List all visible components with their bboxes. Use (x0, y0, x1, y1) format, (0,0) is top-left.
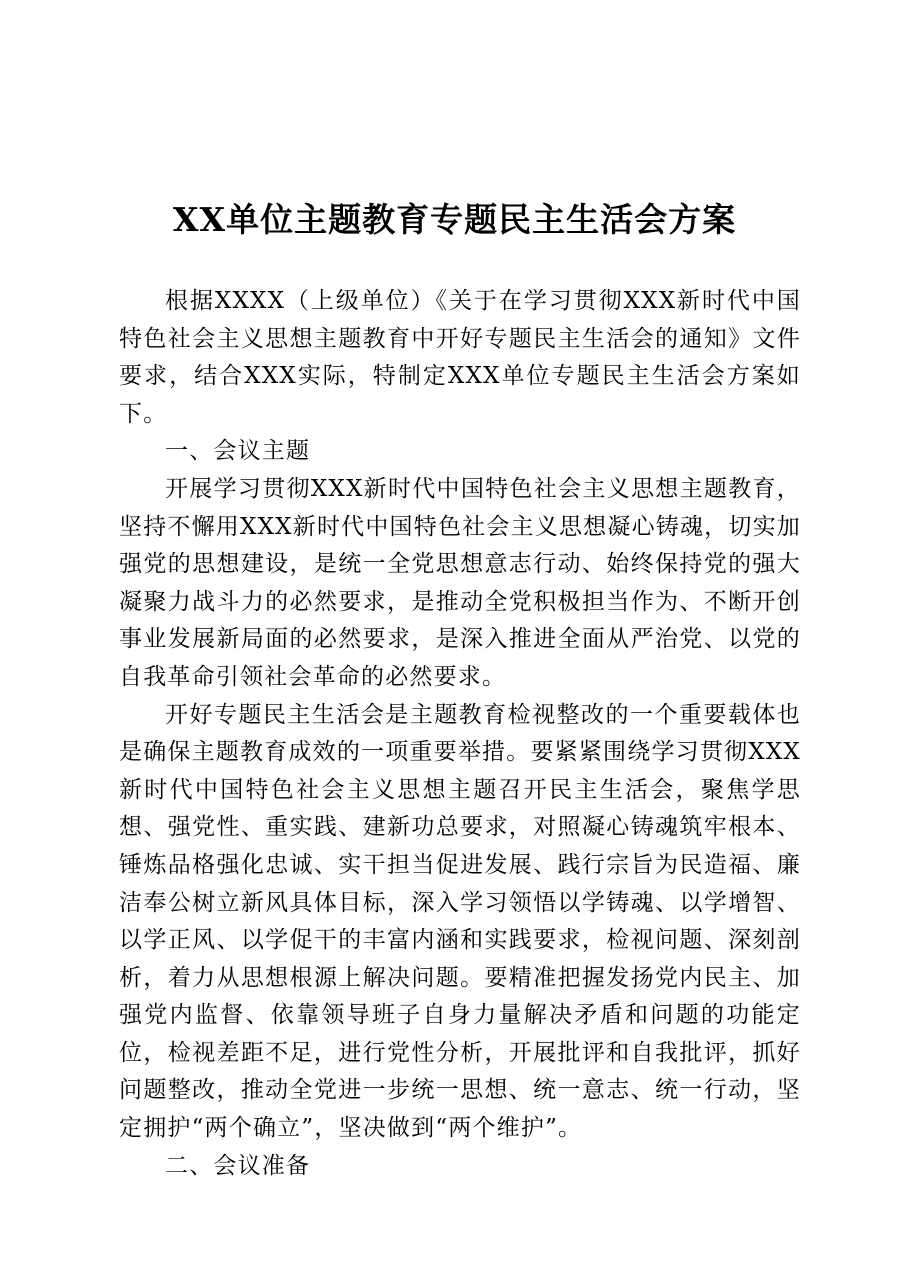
body-paragraph: 开展学习贯彻XXX新时代中国特色社会主义思想主题教育，坚持不懈用XXX新时代中国特色社会主义思想凝心铸魂，切实加强党的思想建设，是统一全党思想意志行动、始终保持党的强大凝聚力战斗力的必然要求，是推动全党积极担当作为、不断开创事业发展新局面的必然要求，是深入推进全面从严治党、以党的自我革命引领社会革命的必然要求。 (119, 475, 801, 690)
section-heading-2: 二、会议准备 (165, 1152, 311, 1179)
section-heading-1: 一、会议主题 (165, 438, 311, 465)
body-paragraph: 开好专题民主生活会是主题教育检视整改的一个重要载体也是确保主题教育成效的一项重要举措。要紧紧围绕学习贯彻XXX新时代中国特色社会主义思想主题召开民主生活会，聚焦学思想、强党性、重实践、建新功总要求，对照凝心铸魂筑牢根本、锤炼品格强化忠诚、实干担当促进发展、践行宗旨为民造福、廉洁奉公树立新风具体目标，深入学习领悟以学铸魂、以学增智、以学正风、以学促干的丰富内涵和实践要求，检视问题、深刻剖析，着力从思想根源上解决问题。要精准把握发扬党内民主、加强党内监督、依靠领导班子自身力量解决矛盾和问题的功能定位，检视差距不足，进行党性分析，开展批评和自我批评，抓好问题整改，推动全党进一步统一思想、统一意志、统一行动，坚定拥护“两个确立”，坚决做到“两个维护”。 (119, 701, 801, 1142)
intro-paragraph: 根据XXXX（上级单位）《关于在学习贯彻XXX新时代中国特色社会主义思想主题教育中开好专题民主生活会的通知》文件要求，结合XXX实际，特制定XXX单位专题民主生活会方案如下。 (119, 288, 801, 427)
document-title: XX单位主题教育专题民主生活会方案 (172, 200, 737, 239)
document-body (119, 283, 801, 1185)
